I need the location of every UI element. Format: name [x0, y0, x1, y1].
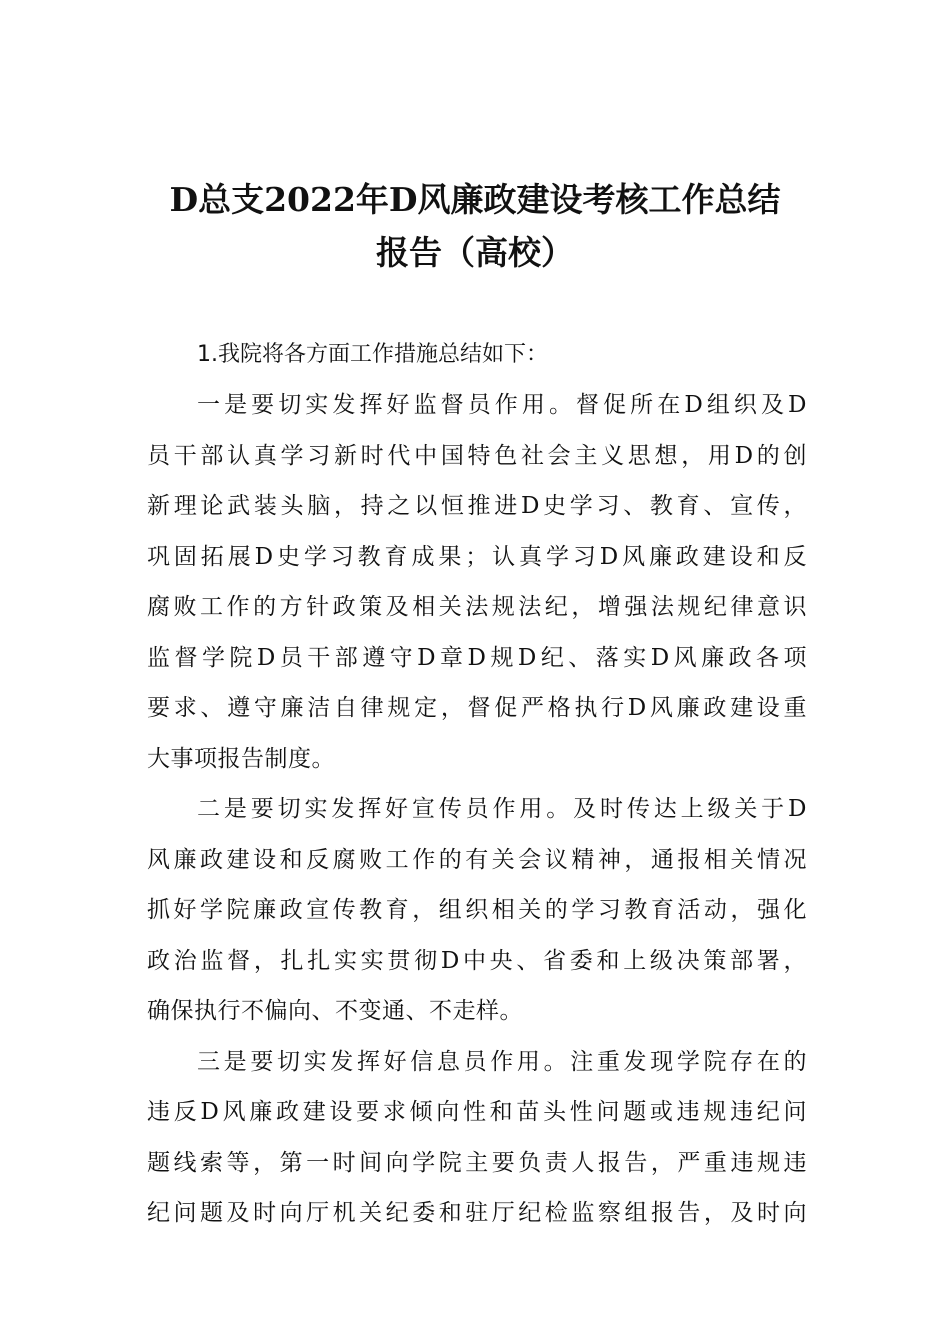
paragraph-line: 风廉政建设和反腐败工作的有关会议精神，通报相关情况 — [147, 846, 807, 873]
document-title — [140, 173, 810, 279]
paragraph-line: 违反D风廉政建设要求倾向性和苗头性问题或违规违纪问 — [147, 1099, 807, 1125]
paragraph-line: 监督学院D员干部遵守D章D规D纪、落实D风廉政各项 — [147, 644, 807, 671]
paragraph-line: 大事项报告制度。 — [147, 745, 335, 772]
paragraph-line: 二是要切实发挥好宣传员作用。及时传达上级关于D — [197, 796, 807, 822]
section-heading: 1.我院将各方面工作措施总结如下： — [197, 342, 548, 367]
paragraph-line: 题线索等，第一时间向学院主要负责人报告，严重违规违 — [147, 1149, 807, 1176]
paragraph-informant — [147, 1037, 807, 1239]
paragraph-publicity — [147, 784, 807, 1037]
title-line-1: D总支2022年D风廉政建设考核工作总结 — [169, 180, 781, 219]
title-line-2: 报告（高校） — [376, 233, 574, 272]
paragraph-line: 纪问题及时向厅机关纪委和驻厅纪检监察组报告，及时向 — [147, 1200, 807, 1226]
paragraph-line: 巩固拓展D史学习教育成果；认真学习D风廉政建设和反 — [147, 543, 807, 570]
paragraph-line: 抓好学院廉政宣传教育，组织相关的学习教育活动，强化 — [147, 897, 807, 923]
document-body — [147, 330, 807, 1239]
paragraph-line: 员干部认真学习新时代中国特色社会主义思想，用D的创 — [147, 442, 807, 469]
paragraph-line: 要求、遵守廉洁自律规定，督促严格执行D风廉政建设重 — [147, 695, 807, 721]
paragraph-line: 新理论武装头脑，持之以恒推进D史学习、教育、宣传， — [147, 493, 807, 519]
paragraph-line: 腐败工作的方针政策及相关法规法纪，增强法规纪律意识 — [147, 594, 807, 620]
paragraph-line: 政治监督，扎扎实实贯彻D中央、省委和上级决策部署， — [147, 947, 807, 974]
paragraph-line: 一是要切实发挥好监督员作用。督促所在D组织及D — [197, 392, 807, 418]
paragraph-supervisor — [147, 380, 807, 784]
paragraph-line: 确保执行不偏向、不变通、不走样。 — [147, 998, 523, 1024]
paragraph-line: 三是要切实发挥好信息员作用。注重发现学院存在的 — [197, 1048, 807, 1075]
